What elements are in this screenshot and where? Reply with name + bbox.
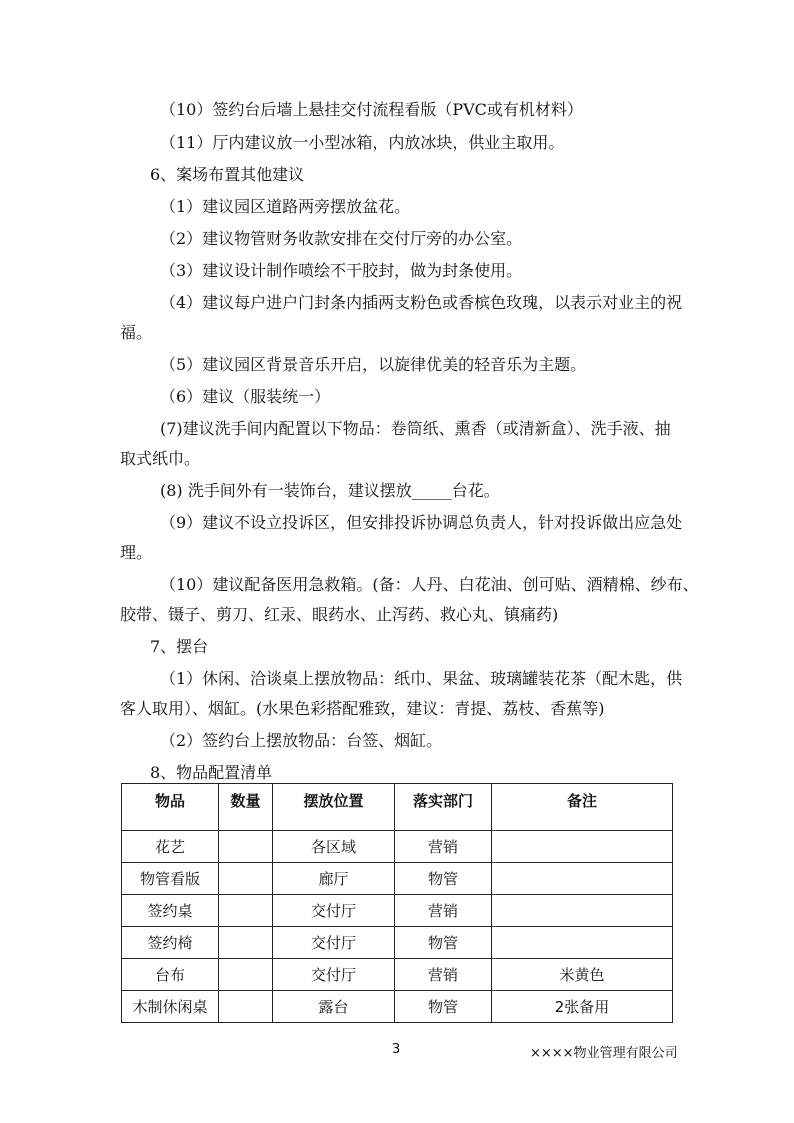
page-number: 3 <box>392 1042 401 1057</box>
table-cell <box>492 863 673 895</box>
table-cell <box>219 831 273 863</box>
table-header-row <box>122 784 673 831</box>
text-line: 胶带、镊子、剪刀、红汞、眼药水、止泻药、救心丸、镇痛药) <box>120 605 559 624</box>
table-cell: 交付厅 <box>273 959 395 991</box>
table-cell: 交付厅 <box>273 895 395 927</box>
table-row <box>122 895 673 927</box>
table-cell: 露台 <box>273 991 395 1023</box>
text-line: （11）厅内建议放一小型冰箱，内放冰块，供业主取用。 <box>160 133 565 152</box>
text-line: 福。 <box>120 323 153 342</box>
table-cell <box>219 863 273 895</box>
text-line: （1）建议园区道路两旁摆放盆花。 <box>160 197 411 216</box>
table-cell <box>219 991 273 1023</box>
column-header: 备注 <box>492 784 673 831</box>
item-list-table <box>121 783 673 1023</box>
table-cell: 各区域 <box>273 831 395 863</box>
text-line: (7)建议洗手间内配置以下物品：卷筒纸、熏香（或清新盒）、洗手液、抽 <box>160 419 671 438</box>
table-cell: 米黄色 <box>492 959 673 991</box>
text-line: （2）签约台上摆放物品：台签、烟缸。 <box>160 731 443 750</box>
text-line: （5）建议园区背景音乐开启，以旋律优美的轻音乐为主题。 <box>160 355 587 374</box>
table-cell <box>492 927 673 959</box>
table-cell: 营销 <box>395 959 492 991</box>
table-cell: 签约椅 <box>122 927 219 959</box>
table-row <box>122 863 673 895</box>
table-cell <box>492 895 673 927</box>
table-cell <box>492 831 673 863</box>
table-cell: 2张备用 <box>492 991 673 1023</box>
table-cell: 台布 <box>122 959 219 991</box>
text-line: （3）建议设计制作喷绘不干胶封，做为封条使用。 <box>160 261 523 280</box>
table-cell: 花艺 <box>122 831 219 863</box>
table-row <box>122 927 673 959</box>
section-heading: 8、物品配置清单 <box>150 763 273 782</box>
text-line: 理。 <box>120 543 153 562</box>
text-line: (8) 洗手间外有一装饰台，建议摆放_____台花。 <box>160 481 500 500</box>
table-cell: 木制休闲桌 <box>122 991 219 1023</box>
table-row <box>122 959 673 991</box>
table-row <box>122 991 673 1023</box>
text-line: （1）休闲、洽谈桌上摆放物品：纸巾、果盆、玻璃罐装花茶（配木匙，供 <box>160 669 683 688</box>
section-heading: 7、摆台 <box>150 637 209 656</box>
text-line: （10）建议配备医用急救箱。(备：人丹、白花油、创可贴、酒精棉、纱布、 <box>160 575 699 594</box>
table-row <box>122 831 673 863</box>
text-line: （6）建议（服装统一） <box>160 387 331 406</box>
column-header: 数量 <box>219 784 273 831</box>
table-cell <box>219 895 273 927</box>
table-cell: 物管 <box>395 863 492 895</box>
table-cell <box>219 927 273 959</box>
text-line: 取式纸巾。 <box>120 449 201 468</box>
table-cell: 廊厅 <box>273 863 395 895</box>
table-cell: 营销 <box>395 831 492 863</box>
text-line: （9）建议不设立投诉区，但安排投诉协调总负责人，针对投诉做出应急处 <box>160 513 683 532</box>
table-cell: 物管 <box>395 991 492 1023</box>
table-cell: 营销 <box>395 895 492 927</box>
company-name: ××××物业管理有限公司 <box>530 1046 678 1061</box>
table-cell: 物管 <box>395 927 492 959</box>
text-line: 客人取用）、烟缸。(水果色彩搭配雅致，建议：青提、荔枝、香蕉等) <box>120 699 605 718</box>
section-heading: 6、案场布置其他建议 <box>150 165 305 184</box>
column-header: 摆放位置 <box>273 784 395 831</box>
text-line: （2）建议物管财务收款安排在交付厅旁的办公室。 <box>160 229 523 248</box>
table-cell: 交付厅 <box>273 927 395 959</box>
table-cell: 物管看版 <box>122 863 219 895</box>
text-line: （4）建议每户进户门封条内插两支粉色或香槟色玫瑰，以表示对业主的祝 <box>160 293 683 312</box>
column-header: 落实部门 <box>395 784 492 831</box>
table-cell: 签约桌 <box>122 895 219 927</box>
column-header: 物品 <box>122 784 219 831</box>
table-cell <box>219 959 273 991</box>
text-line: （10）签约台后墙上悬挂交付流程看版（PVC或有机材料） <box>160 100 583 119</box>
